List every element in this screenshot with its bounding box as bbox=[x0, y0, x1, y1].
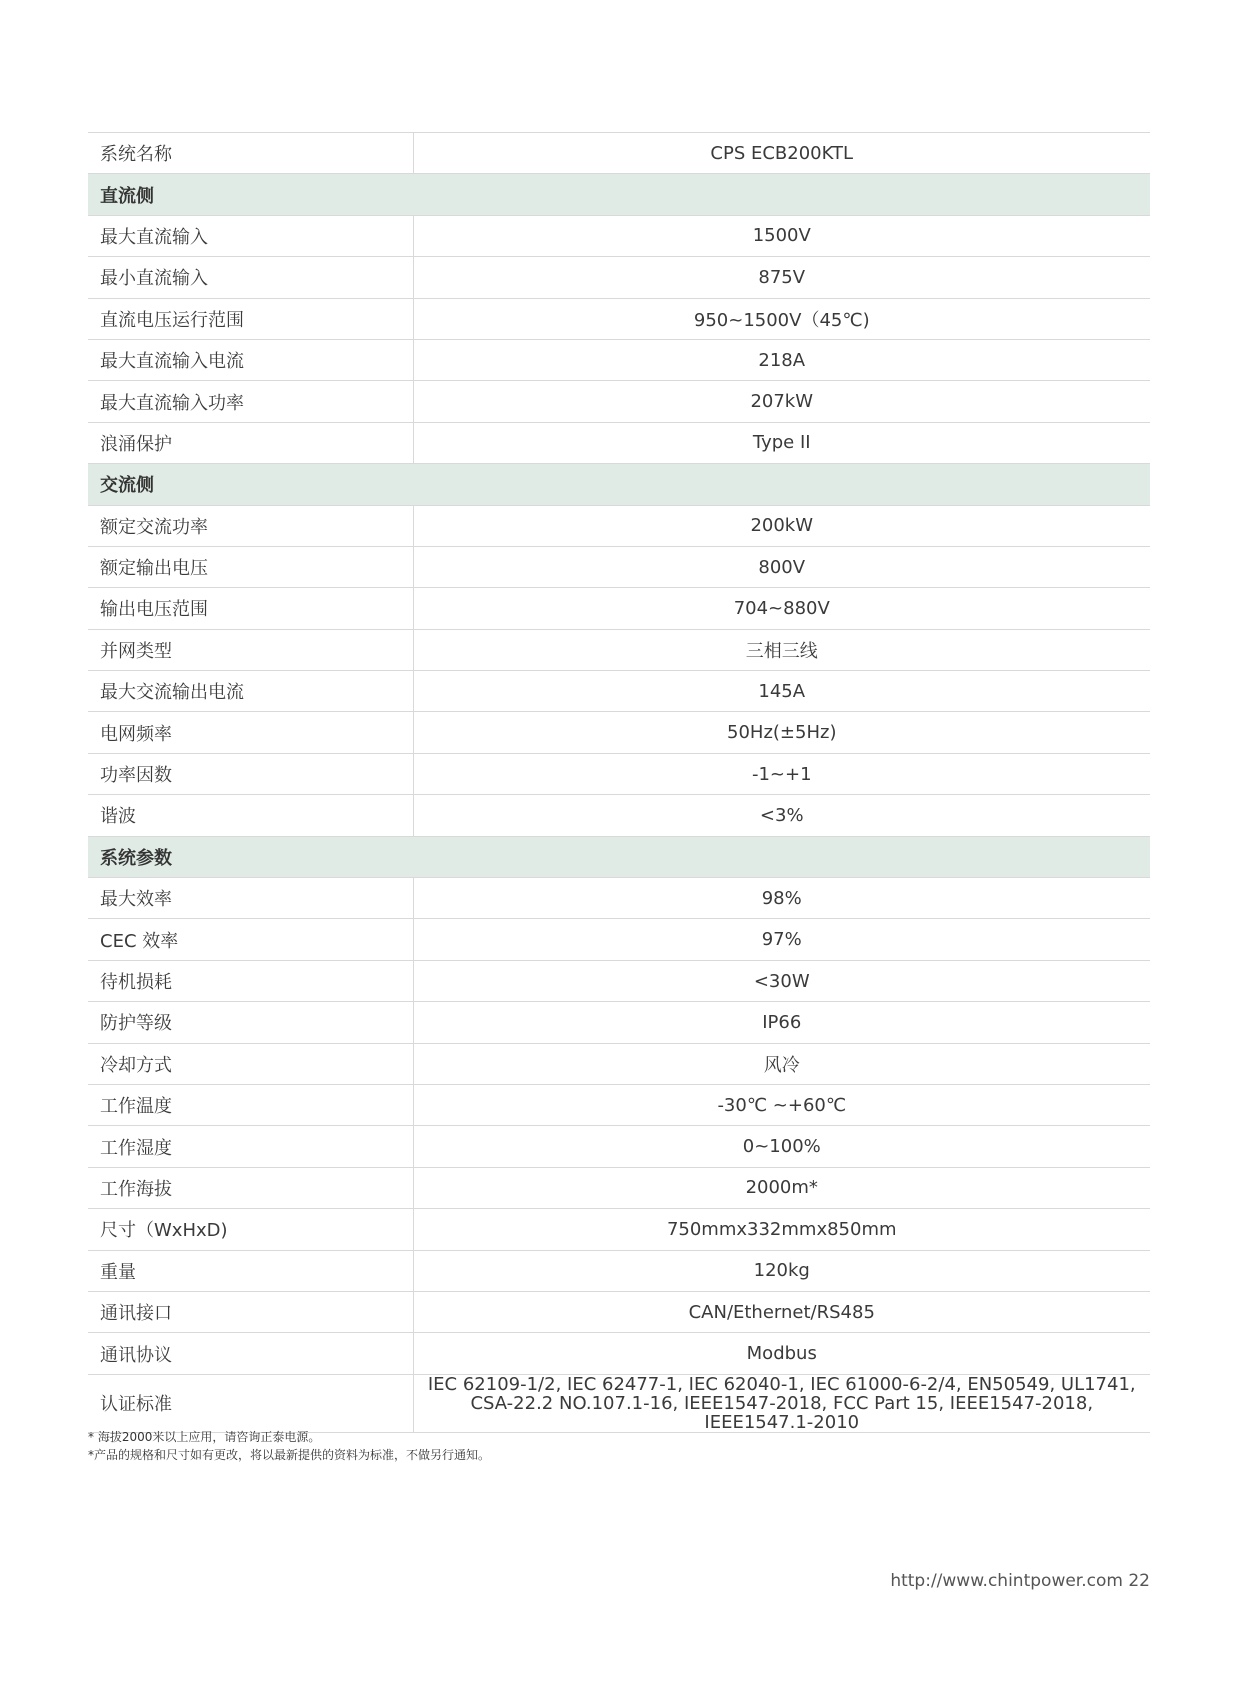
section-header-row bbox=[88, 836, 1150, 877]
table-row bbox=[88, 215, 1150, 256]
table-row bbox=[88, 1002, 1150, 1043]
row-value: Type II bbox=[413, 422, 1150, 463]
section-header-row bbox=[88, 174, 1150, 215]
row-value: 207kW bbox=[413, 381, 1150, 422]
row-value: 218A bbox=[413, 339, 1150, 380]
table-row bbox=[88, 712, 1150, 753]
row-label: 浪涌保护 bbox=[88, 422, 413, 463]
row-value: -30℃ ~+60℃ bbox=[413, 1084, 1150, 1125]
row-value: IP66 bbox=[413, 1002, 1150, 1043]
footnotes bbox=[88, 1428, 490, 1464]
row-value bbox=[413, 1374, 1150, 1432]
row-value: -1~+1 bbox=[413, 753, 1150, 794]
row-value: 800V bbox=[413, 546, 1150, 587]
table-row-system-name bbox=[88, 133, 1150, 174]
row-label: 谐波 bbox=[88, 795, 413, 836]
row-value: 950~1500V（45℃) bbox=[413, 298, 1150, 339]
row-value: 145A bbox=[413, 671, 1150, 712]
section-title: 系统参数 bbox=[88, 836, 1150, 877]
row-value: 98% bbox=[413, 878, 1150, 919]
page-footer bbox=[890, 1571, 1150, 1591]
table-row-certification bbox=[88, 1374, 1150, 1432]
table-row bbox=[88, 1291, 1150, 1332]
table-row bbox=[88, 381, 1150, 422]
row-label: 尺寸（WxHxD) bbox=[88, 1209, 413, 1250]
row-label: 额定输出电压 bbox=[88, 546, 413, 587]
row-value: <3% bbox=[413, 795, 1150, 836]
row-value: CAN/Ethernet/RS485 bbox=[413, 1291, 1150, 1332]
table-row bbox=[88, 339, 1150, 380]
row-label: 最大直流输入 bbox=[88, 215, 413, 256]
row-value: 1500V bbox=[413, 215, 1150, 256]
row-label: CEC 效率 bbox=[88, 919, 413, 960]
row-value: 三相三线 bbox=[413, 629, 1150, 670]
table-row bbox=[88, 1250, 1150, 1291]
row-label: 额定交流功率 bbox=[88, 505, 413, 546]
certification-line-2: CSA-22.2 NO.107.1-16, IEEE1547-2018, FCC Part 15, IEEE1547-2018, IEEE1547.1-2010 bbox=[470, 1392, 1094, 1433]
spec-table bbox=[88, 132, 1150, 1433]
row-label: 工作湿度 bbox=[88, 1126, 413, 1167]
table-row bbox=[88, 1084, 1150, 1125]
row-label: 重量 bbox=[88, 1250, 413, 1291]
row-value: CPS ECB200KTL bbox=[413, 133, 1150, 174]
row-value: <30W bbox=[413, 960, 1150, 1001]
table-row bbox=[88, 505, 1150, 546]
table-row bbox=[88, 1333, 1150, 1374]
row-label: 通讯接口 bbox=[88, 1291, 413, 1332]
table-row bbox=[88, 629, 1150, 670]
row-label: 电网频率 bbox=[88, 712, 413, 753]
row-label: 系统名称 bbox=[88, 133, 413, 174]
row-label: 工作温度 bbox=[88, 1084, 413, 1125]
table-row bbox=[88, 257, 1150, 298]
page-number: 22 bbox=[1128, 1571, 1150, 1591]
row-label: 最大交流输出电流 bbox=[88, 671, 413, 712]
table-row bbox=[88, 878, 1150, 919]
row-value: 200kW bbox=[413, 505, 1150, 546]
row-value: 0~100% bbox=[413, 1126, 1150, 1167]
table-row bbox=[88, 753, 1150, 794]
section-title: 直流侧 bbox=[88, 174, 1150, 215]
certification-line-1: IEC 62109-1/2, IEC 62477-1, IEC 62040-1, IEC 61000-6-2/4, EN50549, UL1741, bbox=[427, 1373, 1136, 1395]
table-row bbox=[88, 795, 1150, 836]
row-value: 风冷 bbox=[413, 1043, 1150, 1084]
table-row bbox=[88, 1209, 1150, 1250]
row-value: 875V bbox=[413, 257, 1150, 298]
spec-table-body bbox=[88, 133, 1150, 1433]
row-label: 最大效率 bbox=[88, 878, 413, 919]
row-label: 冷却方式 bbox=[88, 1043, 413, 1084]
table-row bbox=[88, 1043, 1150, 1084]
row-value: 97% bbox=[413, 919, 1150, 960]
row-label: 并网类型 bbox=[88, 629, 413, 670]
table-row bbox=[88, 546, 1150, 587]
row-label: 最大直流输入电流 bbox=[88, 339, 413, 380]
row-label: 最大直流输入功率 bbox=[88, 381, 413, 422]
table-row bbox=[88, 919, 1150, 960]
row-label: 功率因数 bbox=[88, 753, 413, 794]
row-label: 输出电压范围 bbox=[88, 588, 413, 629]
table-row bbox=[88, 671, 1150, 712]
footnote-altitude: * 海拔2000米以上应用，请咨询正泰电源。 bbox=[88, 1430, 321, 1444]
row-label: 待机损耗 bbox=[88, 960, 413, 1001]
row-value: 2000m* bbox=[413, 1167, 1150, 1208]
footer-url[interactable]: http://www.chintpower.com bbox=[890, 1571, 1123, 1591]
table-row bbox=[88, 1167, 1150, 1208]
table-row bbox=[88, 588, 1150, 629]
row-label: 通讯协议 bbox=[88, 1333, 413, 1374]
row-value: 120kg bbox=[413, 1250, 1150, 1291]
row-label: 防护等级 bbox=[88, 1002, 413, 1043]
row-value: Modbus bbox=[413, 1333, 1150, 1374]
table-row bbox=[88, 298, 1150, 339]
row-label: 最小直流输入 bbox=[88, 257, 413, 298]
section-header-row bbox=[88, 464, 1150, 505]
row-value: 750mmx332mmx850mm bbox=[413, 1209, 1150, 1250]
table-row bbox=[88, 422, 1150, 463]
section-title: 交流侧 bbox=[88, 464, 1150, 505]
row-label: 直流电压运行范围 bbox=[88, 298, 413, 339]
footnote-disclaimer: *产品的规格和尺寸如有更改，将以最新提供的资料为标准，不做另行通知。 bbox=[88, 1448, 491, 1462]
table-row bbox=[88, 960, 1150, 1001]
row-label: 认证标准 bbox=[88, 1374, 413, 1432]
row-value: 50Hz(±5Hz) bbox=[413, 712, 1150, 753]
table-row bbox=[88, 1126, 1150, 1167]
row-label: 工作海拔 bbox=[88, 1167, 413, 1208]
row-value: 704~880V bbox=[413, 588, 1150, 629]
